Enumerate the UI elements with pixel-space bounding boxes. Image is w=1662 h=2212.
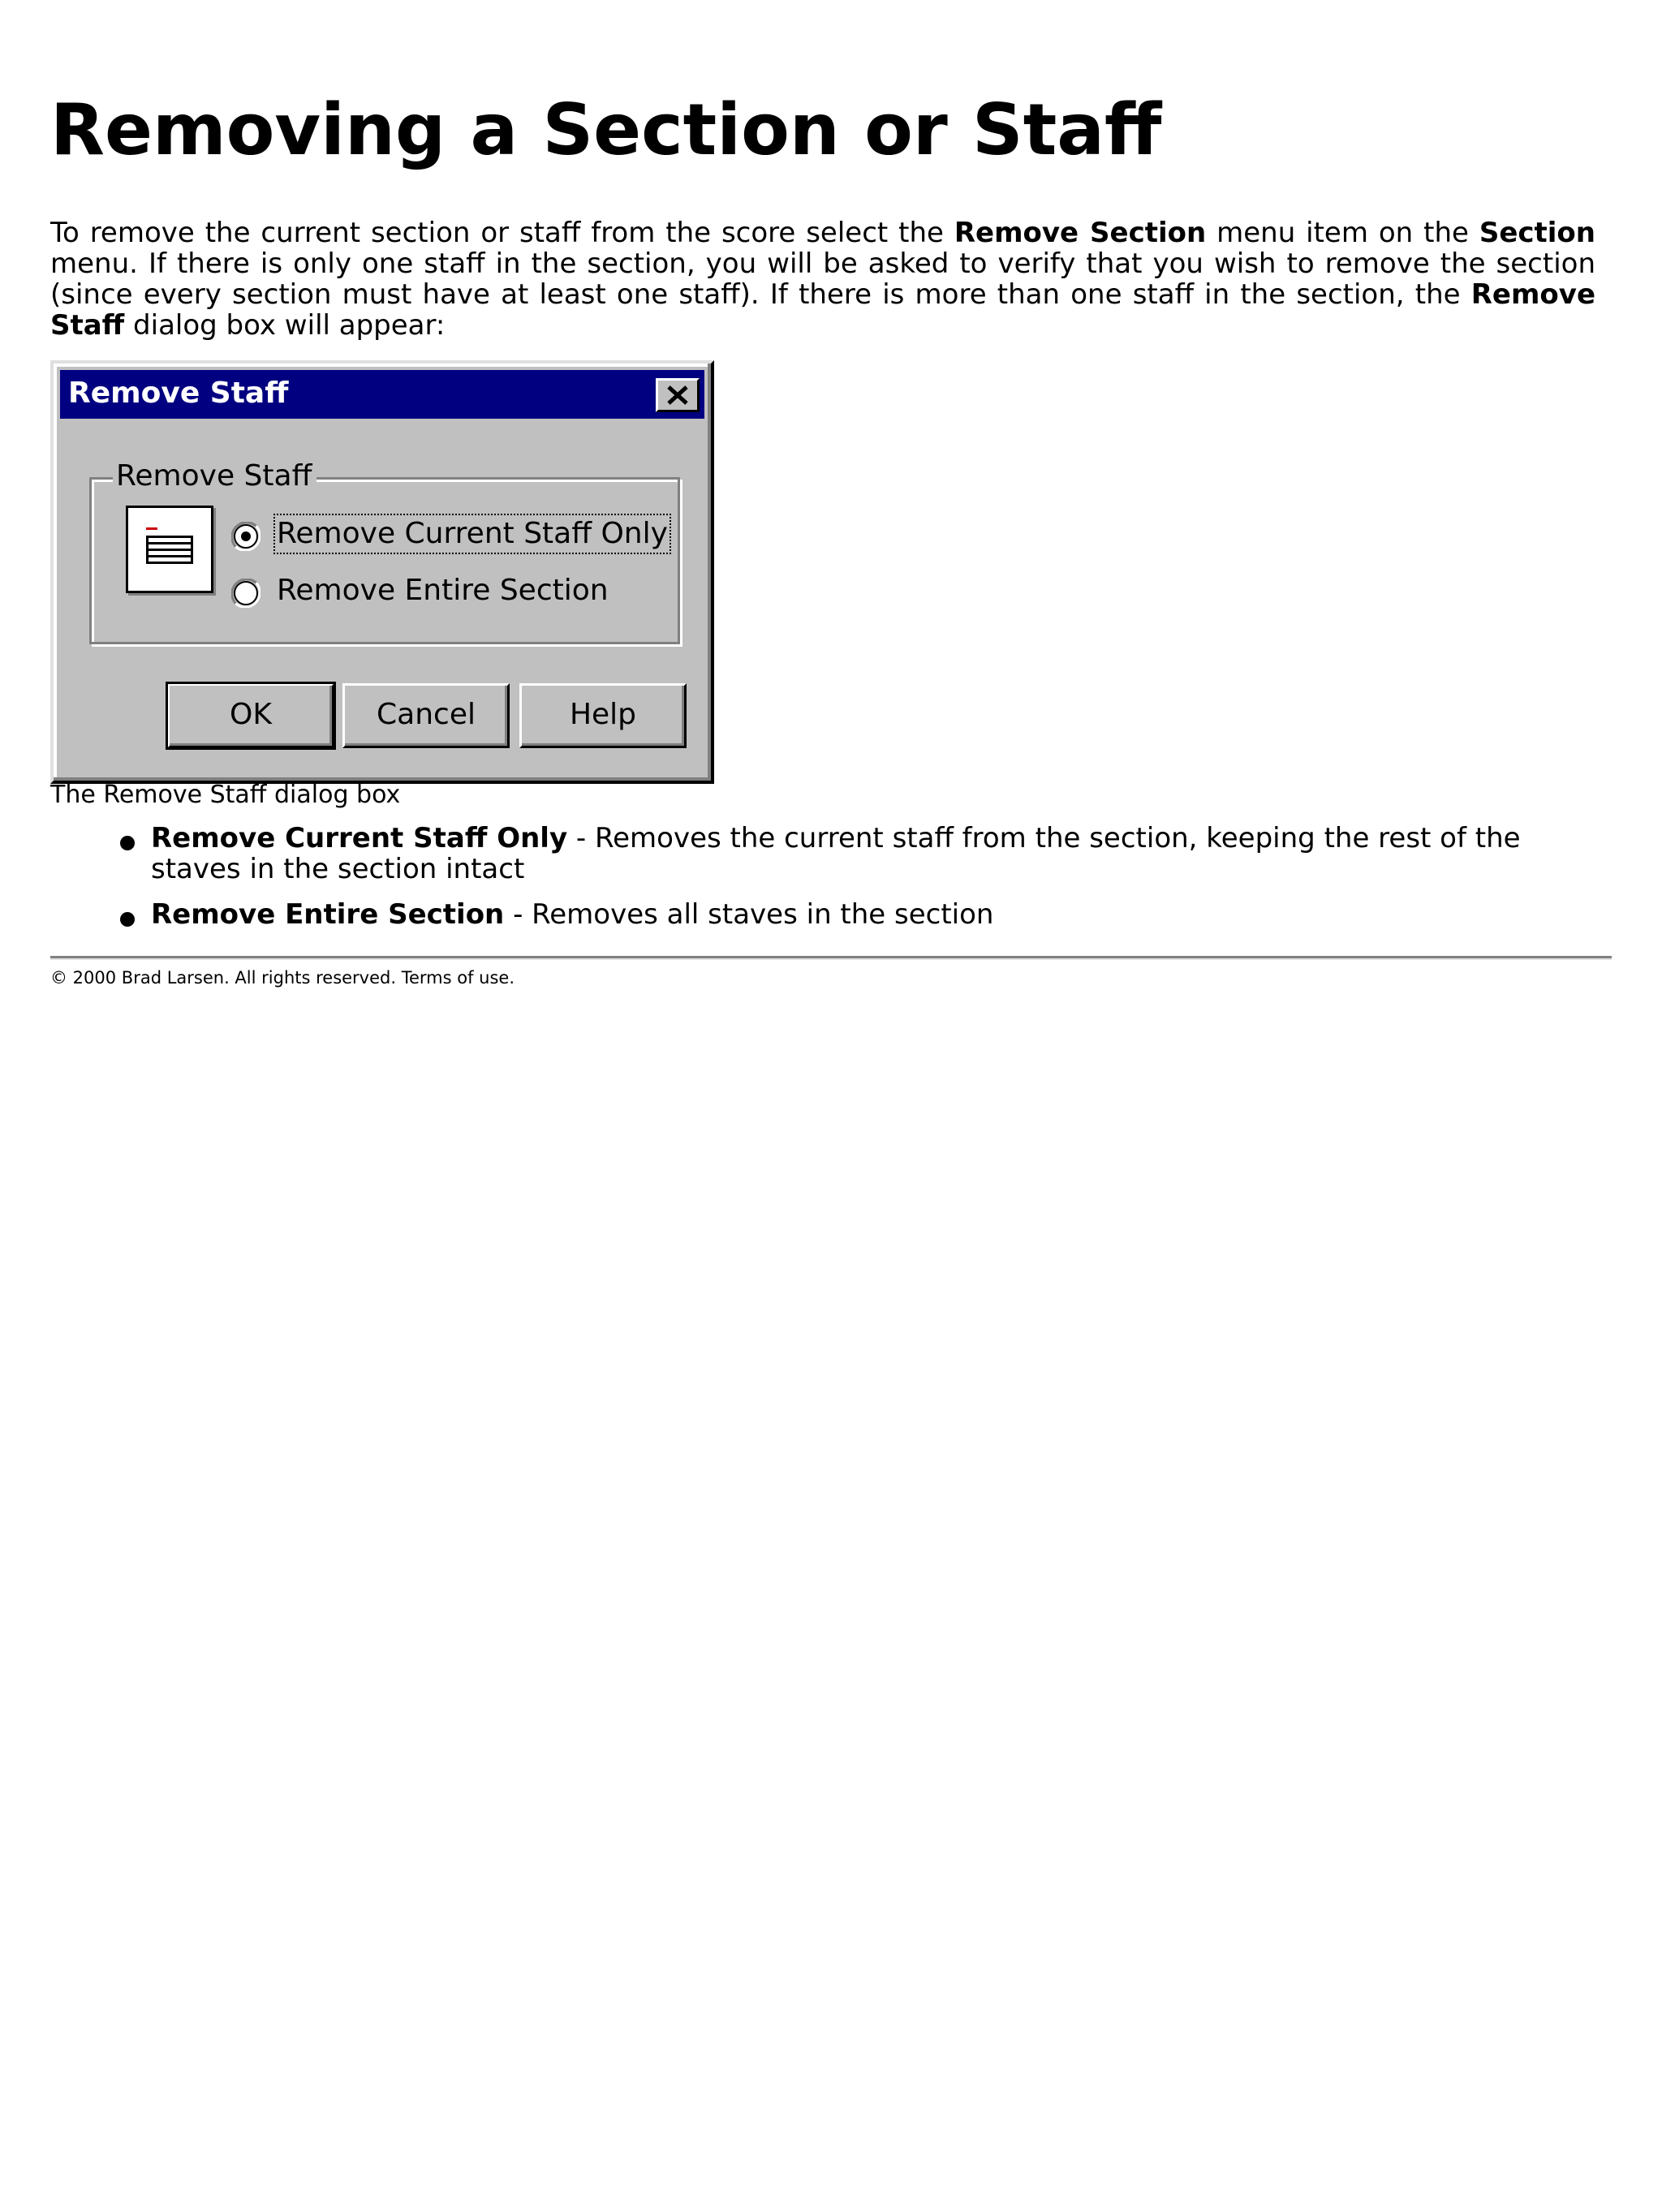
dialog-title: Remove Staff	[68, 377, 289, 410]
bullet-icon	[120, 836, 135, 850]
footer-copyright: © 2000 Brad Larsen. All rights reserved. Terms of use.	[50, 968, 515, 988]
radio-selected-icon[interactable]	[231, 522, 260, 551]
group-label: Remove Staff	[113, 458, 316, 494]
intro-text-2: menu item on the	[1206, 217, 1479, 249]
list-item	[50, 899, 1612, 930]
intro-paragraph	[50, 217, 1595, 341]
dialog-titlebar[interactable]	[60, 370, 704, 419]
intro-text-3: menu. If there is only one staff in the section, you will be asked to verify that you wish to remove the section (since every section must have at least one staff). If there is more than one staff in the section, the	[50, 247, 1595, 311]
options-list	[50, 823, 1612, 945]
list-desc: - Removes all staves in the section	[504, 898, 994, 931]
intro-bold-remove-staff: Remove Staff	[50, 278, 1595, 342]
list-desc: - Removes the current staff from the section, keeping the rest of the staves in the section intact	[151, 822, 1521, 885]
bullet-icon	[120, 912, 135, 927]
figure-caption: The Remove Staff dialog box	[50, 781, 401, 809]
ok-button[interactable]: OK	[167, 683, 334, 748]
remove-staff-group	[89, 459, 680, 644]
close-icon	[666, 385, 689, 406]
list-item	[50, 823, 1612, 884]
list-term: Remove Entire Section	[151, 898, 505, 931]
divider	[50, 956, 1612, 960]
intro-text-1: To remove the current section or staff from the score select the	[50, 217, 954, 249]
remove-staff-dialog	[50, 360, 714, 784]
list-term: Remove Current Staff Only	[151, 822, 568, 854]
help-button[interactable]: Help	[519, 683, 687, 748]
radio-label-current-staff[interactable]: Remove Current Staff Only	[275, 515, 670, 553]
intro-bold-section: Section	[1479, 217, 1595, 249]
staff-icon	[126, 506, 213, 593]
close-button[interactable]	[656, 378, 700, 412]
cancel-button[interactable]: Cancel	[342, 683, 510, 748]
intro-bold-remove-section: Remove Section	[954, 217, 1207, 249]
radio-unselected-icon[interactable]	[231, 579, 260, 608]
page-title: Removing a Section or Staff	[50, 88, 1162, 171]
radio-label-entire-section[interactable]: Remove Entire Section	[277, 574, 609, 607]
intro-text-4: dialog box will appear:	[124, 309, 446, 342]
